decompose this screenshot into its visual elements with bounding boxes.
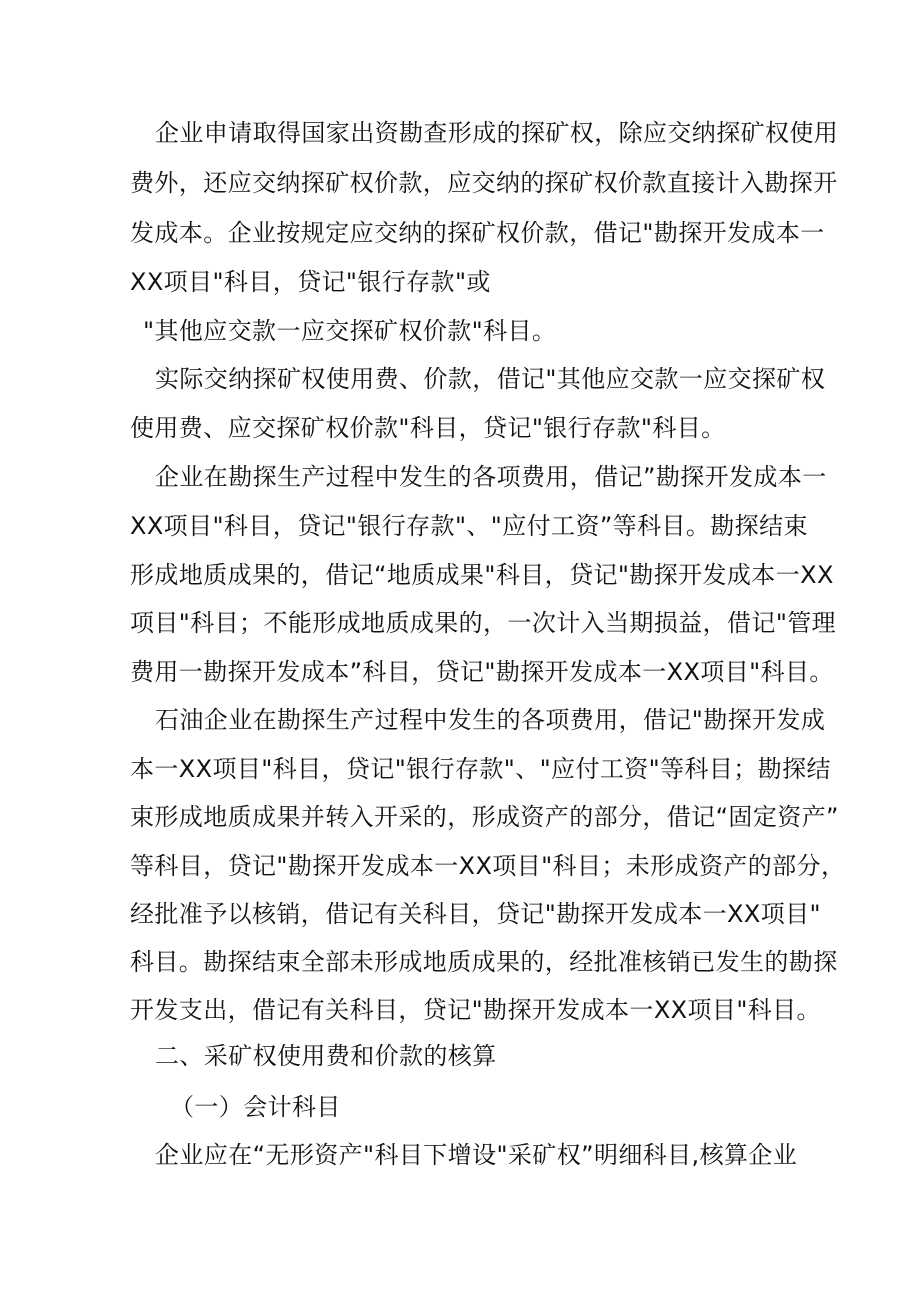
paragraph-line: 费用一勘探开发成本”科目，贷记"勘探开发成本一XX项目"科目。 <box>130 658 834 686</box>
paragraph-line: XX项目"科目，贷记"银行存款"、"应付工资”等科目。勘探结束 <box>130 512 808 540</box>
paragraph-line: "其他应交款一应交探矿权价款"科目。 <box>143 317 557 345</box>
paragraph-line: 经批准予以核销，借记有关科目，贷记"勘探开发成本一XX项目" <box>130 900 821 928</box>
subsection-heading: （一）会计科目 <box>170 1093 341 1121</box>
paragraph-line: 项目"科目；不能形成地质成果的，一次计入当期损益，借记"管理 <box>130 609 837 637</box>
paragraph-line: 开发支出，借记有关科目，贷记"勘探开发成本一XX项目"科目。 <box>130 996 821 1024</box>
paragraph-line: 石油企业在勘探生产过程中发生的各项费用，借记"勘探开发成 <box>155 706 826 734</box>
paragraph-line: 实际交纳探矿权使用费、价款，借记"其他应交款一应交探矿权 <box>155 365 826 393</box>
paragraph-line: 科目。勘探结束全部未形成地质成果的，经批准核销已发生的勘探 <box>130 948 838 976</box>
paragraph-line: 费外，还应交纳探矿权价款，应交纳的探矿权价款直接计入勘探开 <box>130 169 838 197</box>
paragraph-line: 使用费、应交探矿权价款"科目，贷记"银行存款"科目。 <box>130 414 726 442</box>
paragraph-line: 等科目，贷记"勘探开发成本一XX项目"科目；未形成资产的部分， <box>130 852 846 880</box>
paragraph-line: 企业在勘探生产过程中发生的各项费用，借记”勘探开发成本一 <box>155 463 827 491</box>
paragraph-line: 形成地质成果的，借记“地质成果"科目，贷记"勘探开发成本一XX <box>130 561 834 589</box>
paragraph-line: 束形成地质成果并转入开采的，形成资产的部分，借记“固定资产” <box>130 803 839 831</box>
paragraph-line: XX项目"科目，贷记"银行存款"或 <box>130 268 491 296</box>
paragraph-line: 发成本。企业按规定应交纳的探矿权价款，借记"勘探开发成本一 <box>130 219 825 247</box>
paragraph-line: 本一XX项目"科目，贷记"银行存款"、"应付工资"等科目；勘探结 <box>130 755 831 783</box>
section-heading: 二、采矿权使用费和价款的核算 <box>155 1042 497 1070</box>
paragraph-line: 企业应在“无形资产"科目下增设"采矿权”明细科目,核算企业 <box>155 1141 798 1169</box>
paragraph-line: 企业申请取得国家出资勘查形成的探矿权，除应交纳探矿权使用 <box>155 119 839 147</box>
